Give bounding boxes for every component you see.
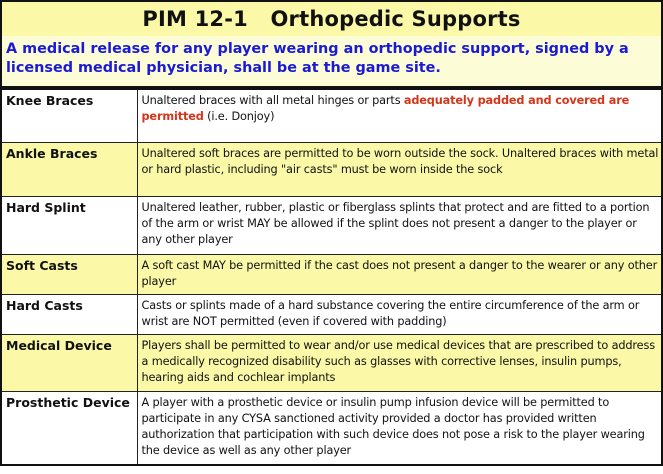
desc-highlight: adequately padded and covered are permitted bbox=[141, 94, 630, 123]
row-description: Players shall be permitted to wear and/or use medical devices that are prescribed to address a medically recognized disability such as glasses with corrective lenses, insulin pumps, hearing aids and cochlear implants bbox=[141, 338, 655, 384]
table-row-prosthetic-device bbox=[1, 391, 662, 465]
page-title: PIM 12-1 Orthopedic Supports bbox=[0, 0, 663, 38]
row-term: Medical Device bbox=[6, 337, 112, 353]
row-term: Soft Casts bbox=[6, 257, 78, 273]
table-row-hard-splint bbox=[1, 196, 662, 254]
row-description: A soft cast MAY be permitted if the cast does not present a danger to the wearer or any other player bbox=[141, 258, 658, 288]
row-description: Unaltered soft braces are permitted to be worn outside the sock. Unaltered braces with metal or hard plastic, including "air casts" must be worn inside the sock bbox=[141, 146, 659, 176]
supports-table bbox=[0, 88, 663, 466]
intro-notice: A medical release for any player wearing an orthopedic support, signed by a licensed medical physician, shall be at the game site. bbox=[0, 36, 663, 88]
desc-text: (i.e. Donjoy) bbox=[203, 110, 275, 123]
row-term: Ankle Braces bbox=[6, 145, 98, 161]
table-row-hard-casts bbox=[1, 294, 662, 334]
table-row-soft-casts bbox=[1, 254, 662, 294]
desc-text: Unaltered braces with all metal hinges or parts bbox=[141, 94, 404, 107]
table-row-medical-device bbox=[1, 334, 662, 391]
row-term: Hard Casts bbox=[6, 297, 83, 313]
table-row-knee-braces bbox=[1, 89, 662, 142]
row-description: Casts or splints made of a hard substance covering the entire circumference of the arm or wrist are NOT permitted (even if covered with padding) bbox=[141, 298, 640, 328]
row-term: Knee Braces bbox=[6, 93, 94, 108]
row-term: Hard Splint bbox=[6, 199, 86, 215]
row-description: A player with a prosthetic device or insulin pump infusion device will be permitted to participate in any CYSA sanctioned activity provided a doctor has provided written authorization that participation with such device does not pose a risk to the player wearing the device as well as any other player bbox=[141, 395, 645, 457]
row-description: Unaltered leather, rubber, plastic or fiberglass splints that protect and are fitted to a portion of the arm or wrist MAY be allowed if the splint does not present a danger to the player or any other player bbox=[141, 200, 650, 246]
row-description bbox=[138, 90, 662, 125]
table-row-ankle-braces bbox=[1, 142, 662, 196]
row-term: Prosthetic Device bbox=[6, 394, 130, 410]
